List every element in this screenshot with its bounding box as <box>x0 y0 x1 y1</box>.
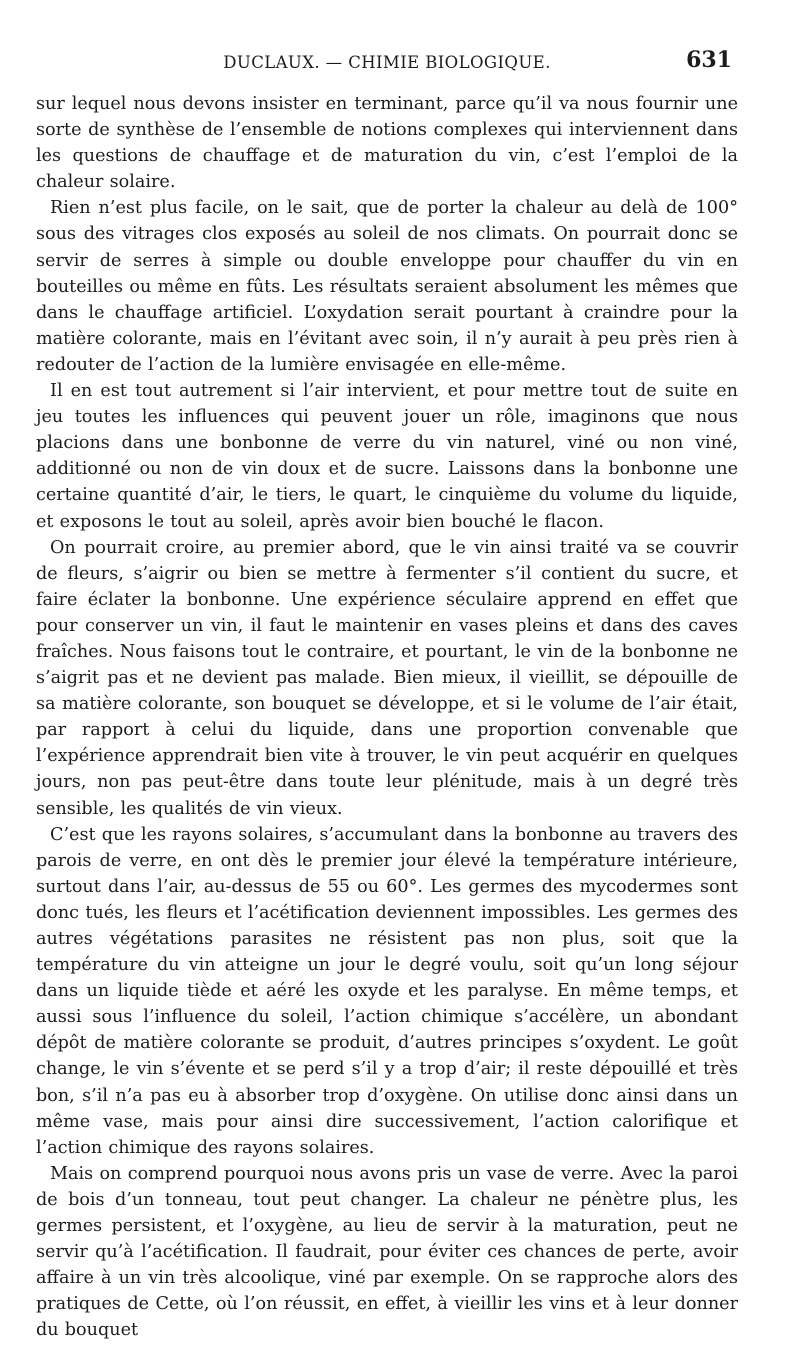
running-title: DUCLAUX. — CHIMIE BIOLOGIQUE. <box>223 53 551 72</box>
running-head <box>36 45 738 79</box>
paragraph: Rien n’est plus facile, on le sait, que de porter la chaleur au delà de 100° sous des vitrages clos exposés au soleil de nos climats. On pourrait donc se servir de serres à simple ou double enveloppe pour chauffer du vin en bouteilles ou même en fûts. Les résultats seraient absolument les mêmes que dans le chauffage artificiel. L’oxydation serait pourtant à craindre pour la matière colorante, mais en l’évitant avec soin, il n’y aurait à peu près rien à redouter de l’action de la lumière envisagée en elle-même. <box>36 198 738 375</box>
paragraph-continuation: sur lequel nous devons insister en terminant, parce qu’il va nous fournir une sorte de synthèse de l’ensemble de notions complexes qui interviennent dans les questions de chauffage et de maturation du vin, c’est l’emploi de la chaleur solaire. <box>36 94 738 193</box>
page-number: 631 <box>686 47 732 73</box>
book-page <box>36 45 738 1345</box>
paragraph: Il en est tout autrement si l’air intervient, et pour mettre tout de suite en jeu toutes les influences qui peuvent jouer un rôle, imaginons que nous placions dans une bonbonne de verre du vin naturel, viné ou non viné, additionné ou non de vin doux et de sucre. Laissons dans la bonbonne une certaine quantité d’air, le tiers, le quart, le cinquième du volume du liquide, et exposons le tout au soleil, après avoir bien bouché le flacon. <box>36 381 738 532</box>
body-text <box>36 91 738 1344</box>
paragraph: C’est que les rayons solaires, s’accumulant dans la bonbonne au travers des parois de verre, en ont dès le premier jour élevé la température intérieure, surtout dans l’air, au-dessus de 55 ou 60°. Les germes des mycodermes sont donc tués, les fleurs et l’acétification deviennent impossibles. Les germes des autres végétations parasites ne résistent pas non plus, soit que la température du vin atteigne un jour le degré voulu, soit qu’un long séjour dans un liquide tiède et aéré les oxyde et les paralyse. En même temps, et aussi sous l’influence du soleil, l’action chimique s’accélère, un abondant dépôt de matière colorante se produit, d’autres principes s’oxydent. Le goût change, le vin s’évente et se perd s’il y a trop d’air; il reste dépouillé et très bon, s’il n’a pas eu à absorber trop d’oxygène. On utilise donc ainsi dans un même vase, mais pour ainsi dire successivement, l’action calorifique et l’action chimique des rayons solaires. <box>36 824 738 1158</box>
paragraph: Mais on comprend pourquoi nous avons pris un vase de verre. Avec la paroi de bois d’un tonneau, tout peut changer. La chaleur ne pénètre plus, les germes persistent, et l’oxygène, au lieu de servir à la maturation, peut ne servir qu’à l’acétification. Il faudrait, pour éviter ces chances de perte, avoir affaire à un vin très alcoolique, viné par exemple. On se rapproche alors des pratiques de Cette, où l’on réussit, en effet, à vieillir les vins et à leur donner du bouquet <box>36 1163 738 1341</box>
paragraph: On pourrait croire, au premier abord, que le vin ainsi traité va se couvrir de fleurs, s’aigrir ou bien se mettre à fermenter s’il contient du sucre, et faire éclater la bonbonne. Une expérience séculaire apprend en effet que pour conserver un vin, il faut le maintenir en vases pleins et dans des caves fraîches. Nous faisons tout le contraire, et pourtant, le vin de la bonbonne ne s’aigrit pas et ne devient pas malade. Bien mieux, il vieillit, se dépouille de sa matière colorante, son bouquet se développe, et si le volume de l’air était, par rapport à celui du liquide, dans une proportion convenable que l’expérience apprendrait bien vite à trouver, le vin peut acquérir en quelques jours, non pas peut-être dans toute leur plénitude, mais à un degré très sensible, les qualités de vin vieux. <box>36 537 738 819</box>
